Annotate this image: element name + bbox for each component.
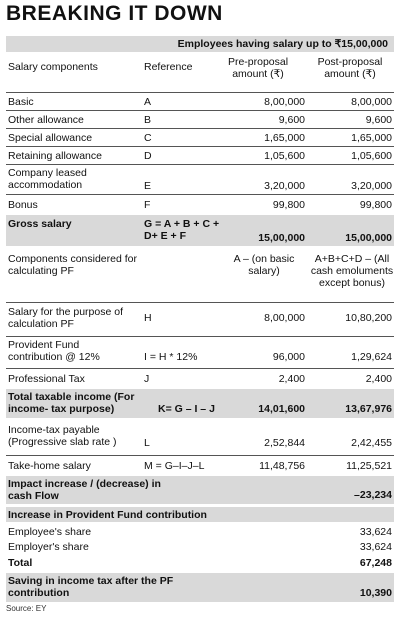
row-label: Income-tax payable (Progressive slab rate ) [8, 424, 117, 448]
table-row [6, 92, 394, 108]
row-reference: A [144, 96, 152, 108]
row-post-amount: –23,234 [354, 489, 392, 501]
table-row [6, 539, 394, 553]
table-row [6, 336, 394, 366]
row-reference: K= G – I – J [158, 403, 215, 415]
row-post-amount: 33,624 [359, 526, 392, 538]
row-pre-amount: 96,000 [272, 351, 305, 363]
table-subheader: Employees having salary up to ₹15,00,000 [6, 36, 394, 52]
row-label: Other allowance [8, 114, 84, 126]
row-pre-amount: 11,48,756 [259, 460, 305, 472]
row-post-amount: 1,29,624 [351, 351, 392, 363]
row-post-amount: 2,42,455 [351, 437, 392, 449]
col-header-post: Post-proposal amount (₹) [317, 56, 383, 80]
row-post-amount: 33,624 [359, 541, 392, 553]
row-pre-amount: 3,20,000 [264, 180, 305, 192]
table-row-tax-saving [6, 573, 394, 602]
row-post-amount: 1,05,600 [351, 150, 392, 162]
row-post-amount: 67,248 [359, 557, 392, 569]
table-row [6, 164, 394, 192]
row-pre-amount: 2,400 [278, 373, 305, 385]
row-post-amount: 3,20,000 [351, 180, 392, 192]
row-reference: H [144, 312, 152, 324]
col-header-pre: Pre-proposal amount (₹) [227, 56, 289, 80]
row-post-amount: 2,400 [365, 373, 392, 385]
row-label: Total [8, 557, 33, 569]
row-label: Employee's share [8, 526, 92, 538]
table-row [6, 524, 394, 538]
row-label: Special allowance [8, 132, 93, 144]
table-row [6, 302, 394, 334]
row-post-amount: 10,390 [359, 587, 392, 599]
column-header-row [6, 56, 394, 86]
row-pre-amount: 14,01,600 [258, 403, 305, 415]
row-label: Retaining allowance [8, 150, 102, 162]
row-post-amount: 15,00,000 [345, 232, 392, 244]
row-reference: D [144, 150, 152, 162]
row-label: Salary for the purpose of calculation PF [8, 306, 123, 330]
table-row-total [6, 555, 394, 570]
row-post-amount: 8,00,000 [351, 96, 392, 108]
row-reference: L [144, 437, 150, 449]
row-pre-amount: 8,00,000 [264, 312, 305, 324]
row-label: Saving in income tax after the PF contribution [8, 575, 174, 599]
row-label: Gross salary [8, 218, 72, 230]
row-label: Basic [8, 96, 34, 108]
row-label: Total taxable income (For income- tax purpose) [8, 391, 135, 415]
row-pre-amount: A – (on basic salary) [233, 253, 295, 277]
row-label: Take-home salary [8, 460, 91, 472]
row-reference: E [144, 180, 152, 192]
row-post-amount: 13,67,976 [345, 403, 392, 415]
row-post-amount: 99,800 [359, 199, 392, 211]
row-post-amount: A+B+C+D – (All cash emoluments except bonus) [310, 253, 394, 289]
table-row [6, 128, 394, 144]
row-post-amount: 10,80,200 [345, 312, 392, 324]
row-label: Components considered for calculating PF [8, 253, 137, 277]
table-row-gross-salary [6, 215, 394, 246]
table-row [6, 455, 394, 473]
row-post-amount: 1,65,000 [351, 132, 392, 144]
page-title: BREAKING IT DOWN [6, 2, 223, 25]
row-label: Provident Fund contribution @ 12% [8, 339, 100, 363]
table-row-pf-increase-header [6, 507, 394, 522]
table-row [6, 194, 394, 212]
row-label: Professional Tax [8, 373, 85, 385]
table-row [6, 250, 394, 300]
row-label: Increase in Provident Fund contribution [8, 509, 207, 521]
row-pre-amount: 15,00,000 [258, 232, 305, 244]
row-pre-amount: 1,05,600 [264, 150, 305, 162]
table-row [6, 110, 394, 126]
row-reference: B [144, 114, 152, 126]
table-row [6, 146, 394, 162]
table-row-total-taxable-income [6, 389, 394, 418]
row-post-amount: 11,25,521 [346, 460, 392, 472]
row-pre-amount: 99,800 [272, 199, 305, 211]
row-label: Company leased accommodation [8, 167, 87, 191]
row-label: Bonus [8, 199, 38, 211]
row-reference: G = A + B + C + D+ E + F [144, 218, 220, 242]
source-note: Source: EY [6, 604, 47, 613]
row-pre-amount: 2,52,844 [264, 437, 305, 449]
row-reference: J [144, 373, 150, 385]
row-reference: I = H * 12% [144, 351, 198, 363]
row-pre-amount: 9,600 [278, 114, 305, 126]
row-pre-amount: 1,65,000 [264, 132, 305, 144]
row-post-amount: 9,600 [365, 114, 392, 126]
row-reference: C [144, 132, 152, 144]
table-row [6, 421, 394, 453]
col-header-reference: Reference [144, 61, 193, 73]
row-reference: M = G–I–J–L [144, 460, 205, 472]
col-header-component: Salary components [8, 61, 98, 73]
row-reference: F [144, 199, 151, 211]
row-pre-amount: 8,00,000 [264, 96, 305, 108]
row-label: Employer's share [8, 541, 89, 553]
row-label: Impact increase / (decrease) in cash Flow [8, 478, 161, 502]
table-row-impact [6, 476, 394, 504]
table-row [6, 368, 394, 386]
